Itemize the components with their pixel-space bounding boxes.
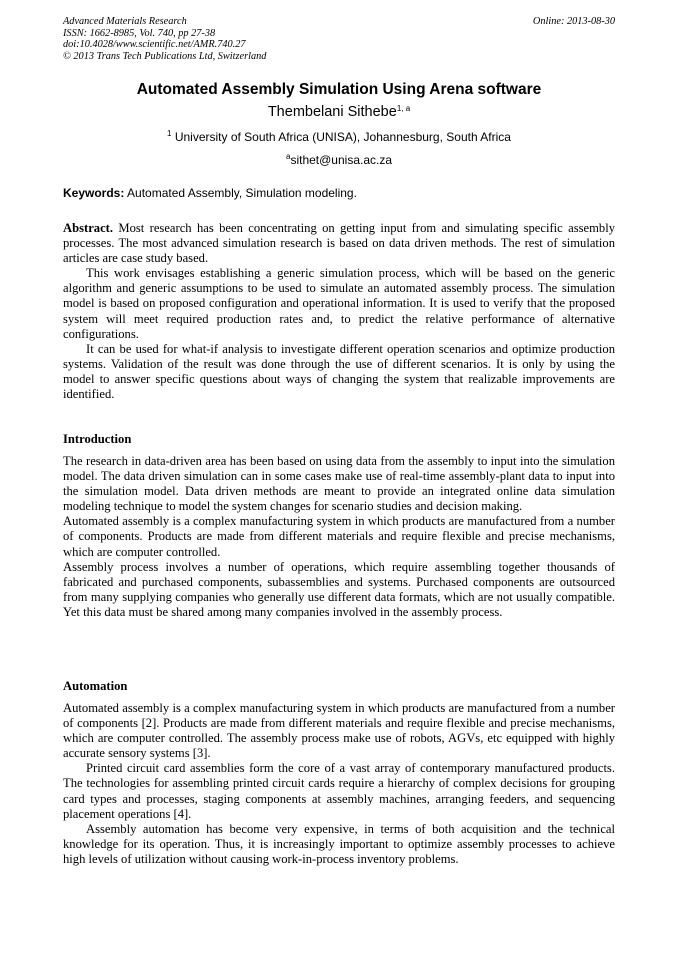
abstract-paragraph-3: It can be used for what-if analysis to investigate different operation scenarios and optimize production systems. Validation of the result was done through the use of different scenarios. It is only by using the model to answer specific questions about ways of changing the system that realizable improvements are identified.: [63, 341, 615, 402]
introduction-paragraph-3: Assembly process involves a number of operations, which require assembling together thousands of fabricated and purchased components, subassemblies and systems. Purchased components are outsourced from many supplying companies who generally use different data formats, which are not usually compatible. Yet this data must be shared among many companies involved in the assembly process.: [63, 559, 615, 619]
introduction-heading: Introduction: [63, 432, 132, 446]
keywords-text: Automated Assembly, Simulation modeling.: [127, 186, 357, 200]
introduction-paragraph-2: Automated assembly is a complex manufacturing system in which products are manufactured from a number of components. Products are made from different materials and require flexible and precise mechanisms, which are computer controlled.: [63, 514, 615, 559]
abstract-section: [63, 221, 615, 402]
keywords-line: [63, 185, 615, 201]
abstract-label: Abstract.: [63, 221, 114, 235]
author-superscript: 1, a: [396, 104, 411, 113]
affiliation-superscript: 1: [167, 129, 172, 138]
author-name: Thembelani Sithebe: [267, 104, 397, 120]
affiliation-line: [63, 129, 615, 145]
author-line: [63, 102, 615, 122]
copyright-line: © 2013 Trans Tech Publications Ltd, Switzerland: [63, 50, 267, 62]
doi-line[interactable]: doi:10.4028/www.scientific.net/AMR.740.27: [63, 39, 246, 50]
automation-paragraph-2: Printed circuit card assemblies form the core of a vast array of contemporary manufactured products. The technologies for assembling printed circuit cards require a hierarchy of complex decisions for grouping card types and processes, staging components at assembly machines, arranging feeders, and sequencing placement operations [4].: [63, 761, 615, 821]
automation-heading: Automation: [63, 679, 128, 693]
automation-paragraph-1: Automated assembly is a complex manufacturing system in which products are manufactured from a number of components [2]. Products are made from different materials and require flexible and precise mechanisms, which are computer controlled. The assembly process make use of robots, AGVs, etc equipped with highly accurate sensory systems [3].: [63, 701, 615, 761]
introduction-section: [63, 454, 615, 620]
keywords-label: Keywords:: [63, 186, 125, 200]
email-line: [63, 152, 615, 168]
issn-line: ISSN: 1662-8985, Vol. 740, pp 27-38: [63, 27, 216, 39]
automation-section: [63, 701, 615, 867]
journal-header: [63, 16, 615, 62]
automation-paragraph-3: Assembly automation has become very expensive, in terms of both acquisition and the technical knowledge for its operation. Thus, it is increasingly important to optimize assembly processes to achieve high levels of utilization without causing work-in-process inventory problems.: [63, 821, 615, 866]
online-date: Online: 2013-08-30: [532, 16, 615, 27]
paper-title: Automated Assembly Simulation Using Arena software: [136, 81, 542, 98]
author-email[interactable]: sithet@unisa.ac.za: [290, 153, 393, 167]
title-block: [63, 80, 615, 168]
introduction-paragraph-1: The research in data-driven area has been based on using data from the assembly to input into the simulation model. The data driven simulation can in some cases make use of real-time assembly-plant data to input into the simulation model. Data driven methods are meant to provide an integrated online data simulation modeling technique to model the system changes for scenario studies and decision making.: [63, 454, 615, 514]
abstract-text-1: Most research has been concentrating on getting input from and simulating specific assembly processes. The most advanced simulation research is based on data driven methods. The rest of simulation articles are case study based.: [63, 221, 615, 266]
journal-name: Advanced Materials Research: [63, 16, 187, 27]
abstract-paragraph-1: [63, 221, 615, 266]
abstract-paragraph-2: This work envisages establishing a generic simulation process, which will be based on the generic algorithm and generic assumptions to be used to simulate an automated assembly process. The simulation model is based on proposed configuration and operational information. It is used to verify that the proposed system will meet required production rates and, to predict the relative performance of alternative configurations.: [63, 266, 615, 341]
affiliation-text: University of South Africa (UNISA), Johannesburg, South Africa: [174, 130, 511, 144]
email-superscript: a: [285, 152, 291, 161]
